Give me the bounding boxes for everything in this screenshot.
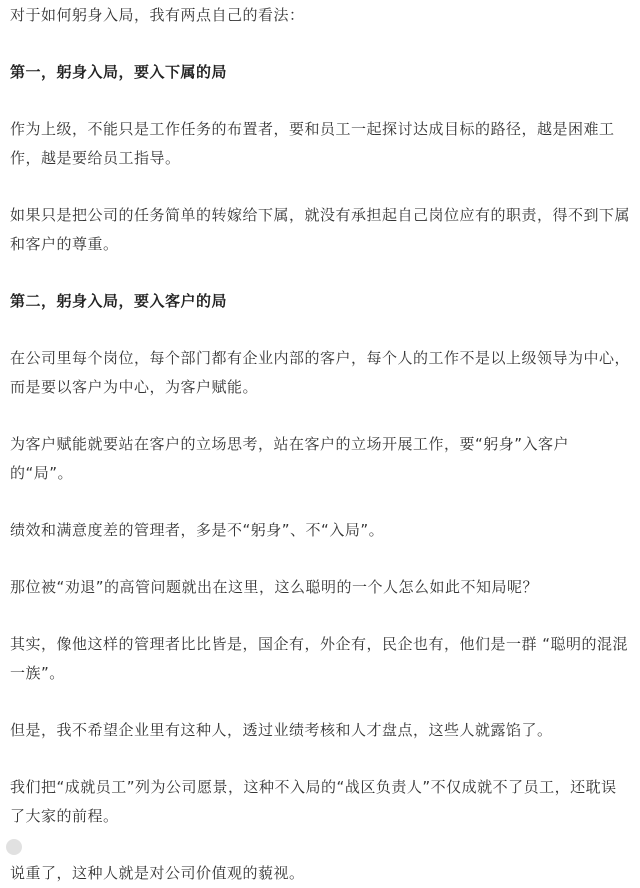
spacer [10, 831, 632, 859]
watermark-icon [6, 839, 22, 855]
paragraph-2: 如果只是把公司的任务简单的转嫁给下属，就没有承担起自己岗位应有的职责，得不到下属和客户的尊重。 [10, 206, 631, 253]
paragraph-3: 在公司里每个岗位，每个部门都有企业内部的客户，每个人的工作不是以上级领导为中心，而是要以客户为中心，为客户赋能。 [10, 349, 631, 396]
paragraph-6: 那位被“劝退”的高管问题就出在这里，这么聪明的一个人怎么如此不知局呢？ [10, 578, 539, 596]
paragraph-8: 但是，我不希望企业里有这种人，透过业绩考核和人才盘点，这些人就露馅了。 [10, 721, 553, 739]
spacer [10, 259, 632, 287]
spacer [10, 688, 632, 716]
spacer [10, 488, 632, 516]
paragraph-7: 其实，像他这样的管理者比比皆是，国企有，外企有，民企也有，他们是一群 “聪明的混混一族”。 [10, 635, 629, 682]
paragraph-1: 作为上级，不能只是工作任务的布置者，要和员工一起探讨达成目标的路径，越是困难工作，越是要给员工指导。 [10, 120, 615, 167]
spacer [10, 30, 632, 58]
spacer [10, 602, 632, 630]
article-body [10, 0, 632, 888]
section-heading-2: 第二，躬身入局，要入客户的局 [10, 292, 228, 310]
spacer [10, 173, 632, 201]
spacer [10, 402, 632, 430]
watermark-logo [6, 836, 88, 858]
paragraph-4: 为客户赋能就要站在客户的立场思考，站在客户的立场开展工作，要“躬身”入客户的“局”。 [10, 435, 570, 482]
paragraph-9: 我们把“成就员工”列为公司愿景，这种不入局的“战区负责人”不仅成就不了员工，还耽误了大家的前程。 [10, 778, 617, 825]
paragraph-10: 说重了，这种人就是对公司价值观的藐视。 [10, 864, 305, 882]
spacer [10, 545, 632, 573]
section-heading-1: 第一，躬身入局，要入下属的局 [10, 63, 228, 81]
spacer [10, 87, 632, 115]
intro-paragraph: 对于如何躬身入局，我有两点自己的看法： [10, 6, 305, 24]
paragraph-5: 绩效和满意度差的管理者，多是不“躬身”、不“入局”。 [10, 521, 385, 539]
spacer [10, 745, 632, 773]
spacer [10, 316, 632, 344]
